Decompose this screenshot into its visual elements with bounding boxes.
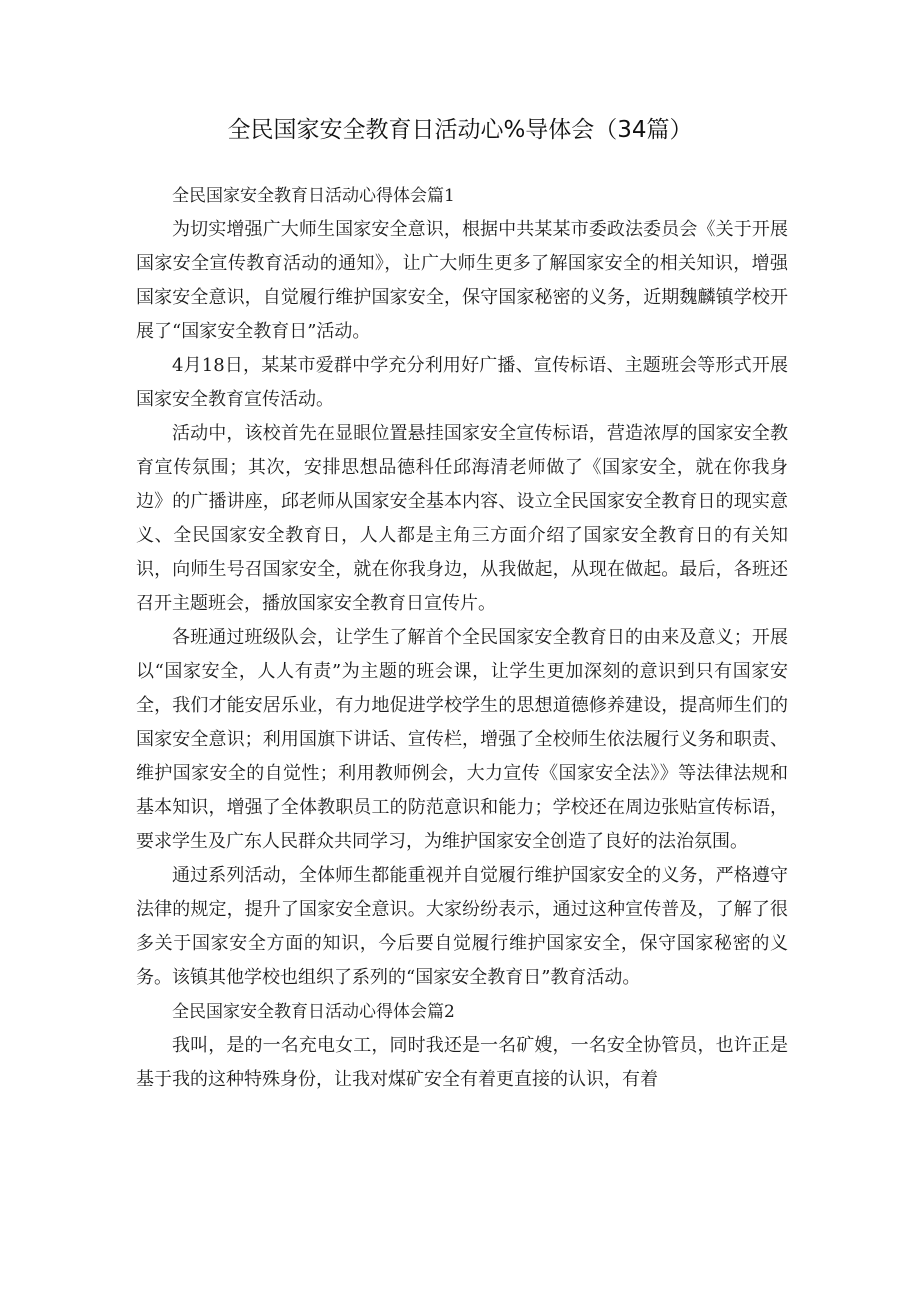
paragraph: 各班通过班级队会，让学生了解首个全民国家安全教育日的由来及意义；开展以“国家安全，人人有责”为主题的班会课，让学生更加深刻的意识到只有国家安全，我们才能安居乐业，有力地促进学校学生的思想道德修养建设，提高师生们的国家安全意识；利用国旗下讲话、宣传栏，增强了全校师生依法履行义务和职责、维护国家安全的自觉性；利用教师例会，大力宣传《国家安全法》》等法律法规和基本知识，增强了全体教职员工的防范意识和能力；学校还在周边张贴宣传标语，要求学生及广东人民群众共同学习，为维护国家安全创造了良好的法治氛围。 bbox=[136, 627, 788, 852]
paragraph: 我叫，是的一名充电女工，同时我还是一名矿嫂，一名安全协管员，也许正是基于我的这种特殊身份，让我对煤矿安全有着更直接的认识，有着 bbox=[136, 1035, 788, 1090]
paragraph: 通过系列活动，全体师生都能重视并自觉履行维护国家安全的义务，严格遵守法律的规定，提升了国家安全意识。大家纷纷表示，通过这种宣传普及，了解了很多关于国家安全方面的知识，今后要自觉履行维护国家安全，保守国家秘密的义务。该镇其他学校也组织了系列的“国家安全教育日”教育活动。 bbox=[136, 865, 788, 988]
paragraph: 4月18日，某某市爱群中学充分利用好广播、宣传标语、主题班会等形式开展国家安全教育宣传活动。 bbox=[136, 355, 788, 410]
paragraph: 活动中，该校首先在显眼位置悬挂国家安全宣传标语，营造浓厚的国家安全教育宣传氛围；其次，安排思想品德科任邱海清老师做了《国家安全，就在你我身边》的广播讲座，邱老师从国家安全基本内容、设立全民国家安全教育日的现实意义、全民国家安全教育日，人人都是主角三方面介绍了国家安全教育日的有关知识，向师生号召国家安全，就在你我身边，从我做起，从现在做起。最后，各班还召开主题班会，播放国家安全教育日宣传片。 bbox=[136, 423, 788, 614]
section-heading-2: 全民国家安全教育日活动心得体会篇2 bbox=[172, 1002, 455, 1022]
document-title: 全民国家安全教育日活动心%导体会（34篇） bbox=[227, 117, 693, 143]
paragraph: 为切实增强广大师生国家安全意识，根据中共某某市委政法委员会《关于开展国家安全宣传教育活动的通知》，让广大师生更多了解国家安全的相关知识，增强国家安全意识，自觉履行维护国家安全，保守国家秘密的义务，近期魏麟镇学校开展了“国家安全教育日”活动。 bbox=[136, 219, 788, 342]
section-heading-1: 全民国家安全教育日活动心得体会篇1 bbox=[172, 186, 455, 206]
document-body bbox=[136, 179, 788, 1097]
